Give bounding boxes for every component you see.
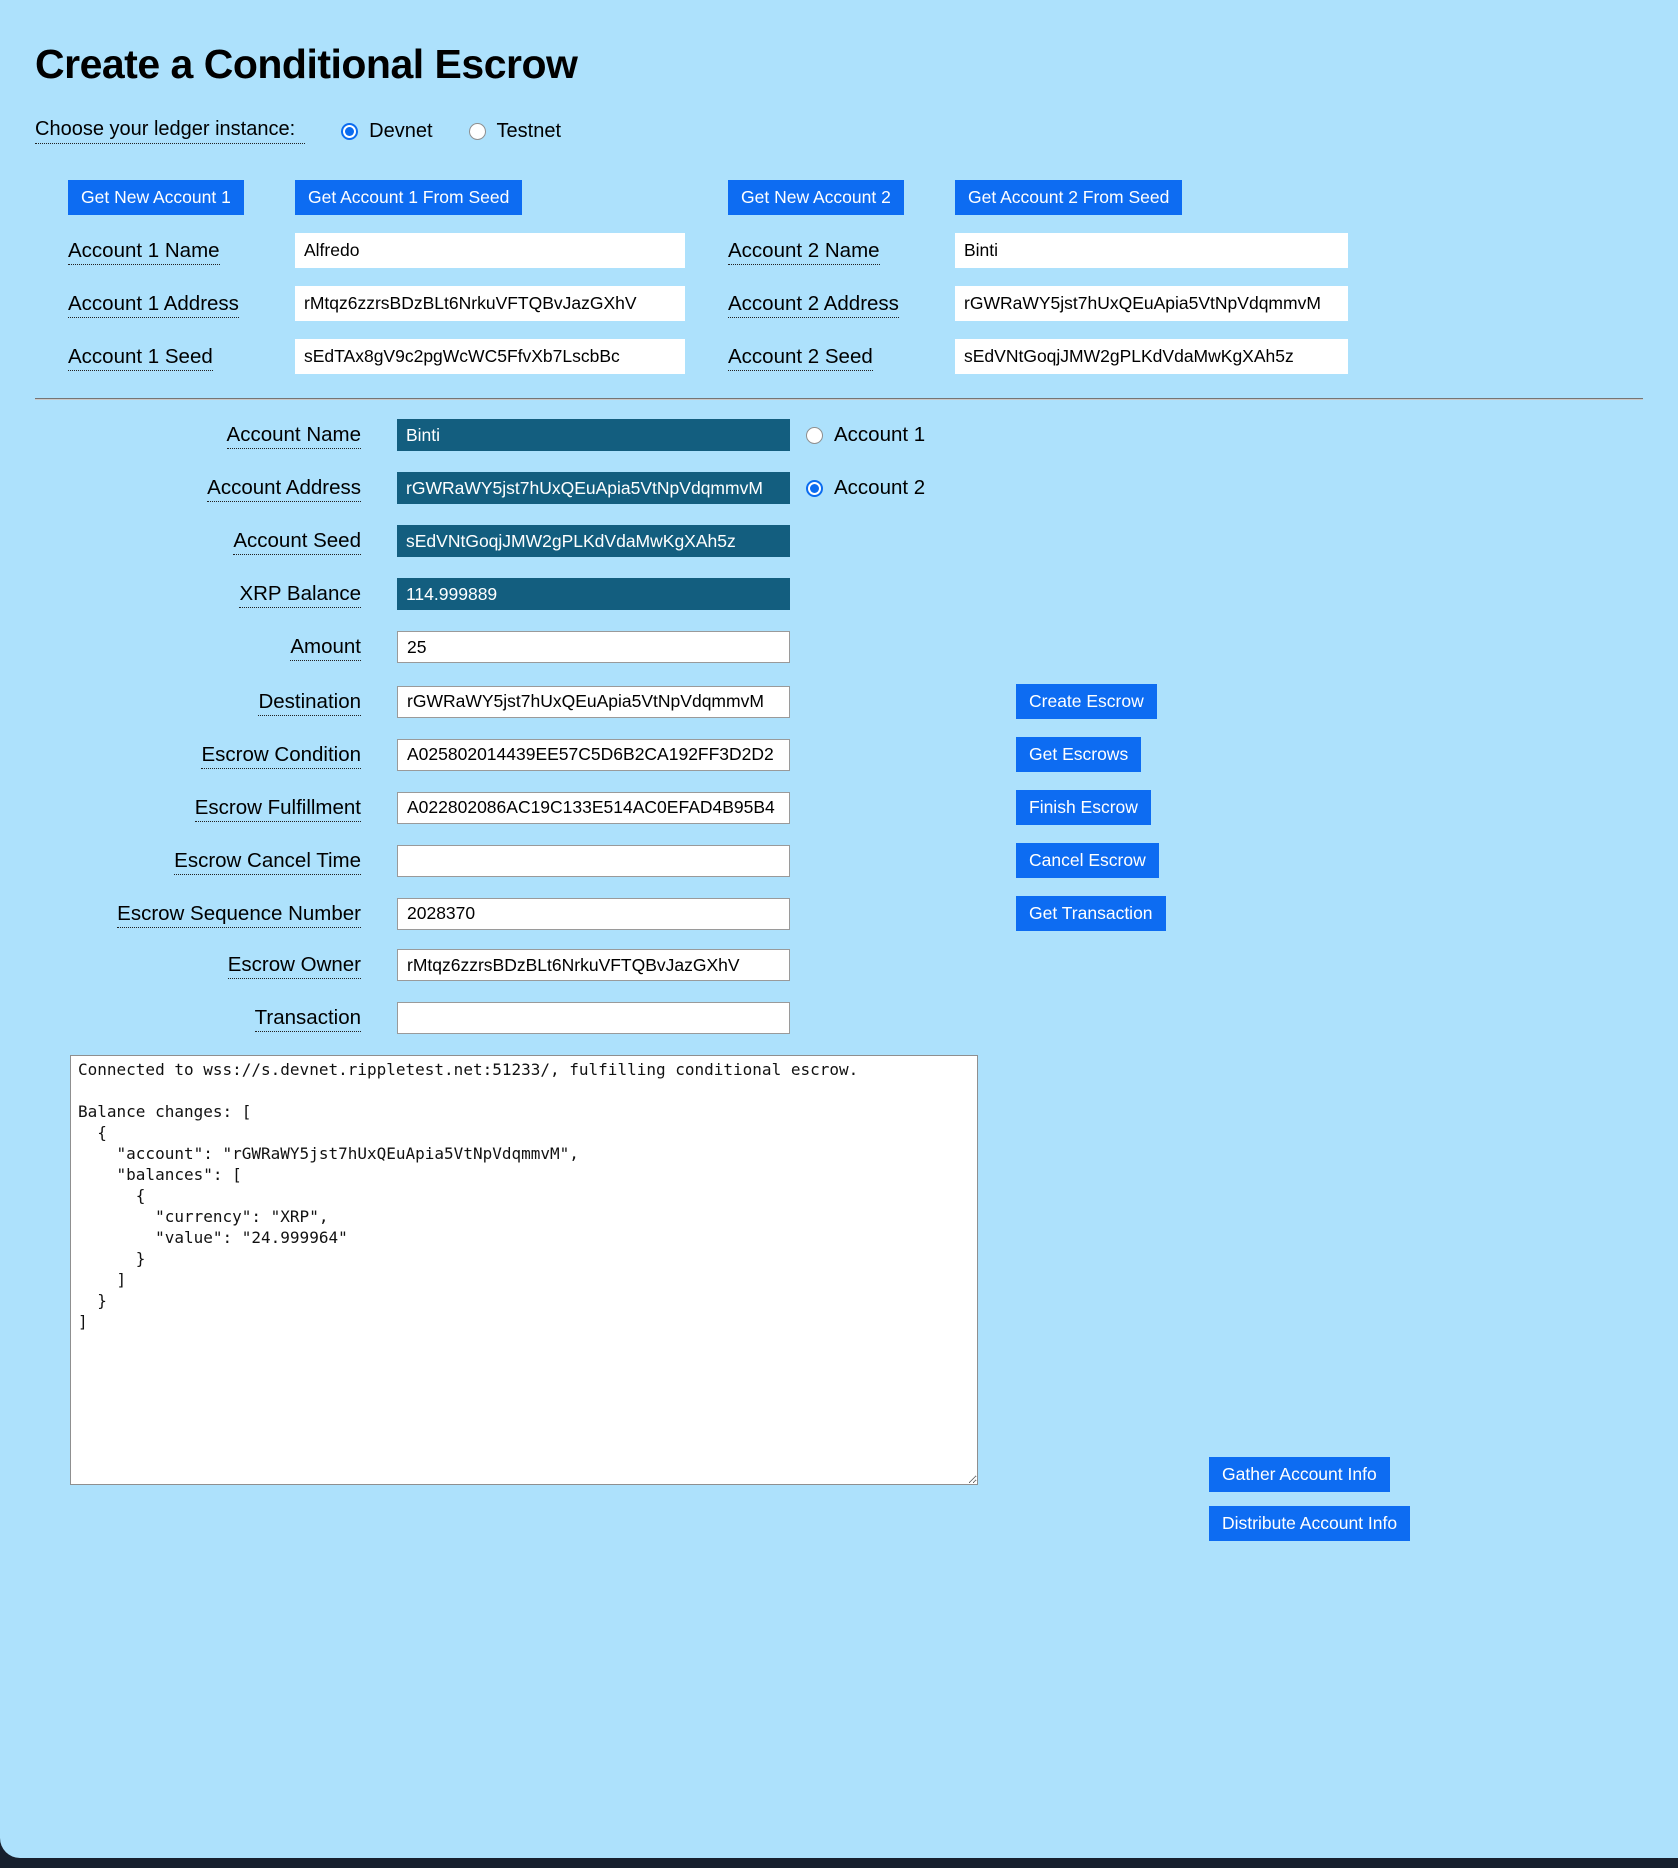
account-seed-field[interactable]: [397, 525, 790, 557]
ledger-instance-row: [35, 118, 1643, 144]
destination-label: Destination: [258, 690, 361, 716]
account-1-address-input[interactable]: [295, 286, 685, 321]
testnet-radio-option[interactable]: [469, 120, 561, 143]
escrow-sequence-number-input[interactable]: [397, 898, 790, 930]
get-new-account-1-button[interactable]: Get New Account 1: [68, 180, 244, 215]
ledger-instance-label: Choose your ledger instance:: [35, 118, 305, 144]
cancel-escrow-button[interactable]: Cancel Escrow: [1016, 843, 1159, 878]
get-transaction-button[interactable]: Get Transaction: [1016, 896, 1166, 931]
account-1-seed-label: Account 1 Seed: [68, 345, 213, 371]
distribute-account-info-button[interactable]: Distribute Account Info: [1209, 1506, 1410, 1541]
account-2-address-input[interactable]: [955, 286, 1348, 321]
destination-input[interactable]: [397, 686, 790, 718]
account-address-label: Account Address: [207, 476, 361, 502]
account-1-radio-icon[interactable]: [806, 427, 823, 444]
account-2-name-label: Account 2 Name: [728, 239, 880, 265]
account-1-radio-option[interactable]: [806, 423, 925, 447]
results-area: [70, 1055, 1643, 1533]
devnet-radio-label: Devnet: [369, 119, 433, 142]
account-1-seed-input[interactable]: [295, 339, 685, 374]
escrow-fulfillment-label: Escrow Fulfillment: [195, 796, 361, 822]
amount-input[interactable]: [397, 631, 790, 663]
escrow-condition-input[interactable]: [397, 739, 790, 771]
transaction-input[interactable]: [397, 1002, 790, 1034]
escrow-cancel-time-input[interactable]: [397, 845, 790, 877]
account-1-name-input[interactable]: [295, 233, 685, 268]
accounts-grid: [68, 180, 1643, 374]
account-2-seed-label: Account 2 Seed: [728, 345, 873, 371]
get-escrows-button[interactable]: Get Escrows: [1016, 737, 1141, 772]
page-title: Create a Conditional Escrow: [35, 41, 578, 87]
account-seed-label: Account Seed: [233, 529, 361, 555]
escrow-cancel-time-label: Escrow Cancel Time: [174, 849, 361, 875]
escrow-owner-label: Escrow Owner: [228, 953, 361, 979]
finish-escrow-button[interactable]: Finish Escrow: [1016, 790, 1151, 825]
escrow-fulfillment-input[interactable]: [397, 792, 790, 824]
get-new-account-2-button[interactable]: Get New Account 2: [728, 180, 904, 215]
section-divider: [35, 398, 1643, 400]
get-account-1-from-seed-button[interactable]: Get Account 1 From Seed: [295, 180, 522, 215]
account-2-name-input[interactable]: [955, 233, 1348, 268]
transaction-label: Transaction: [255, 1006, 361, 1032]
devnet-radio-option[interactable]: [341, 120, 432, 143]
account-2-radio-label: Account 2: [834, 476, 926, 499]
account-2-seed-input[interactable]: [955, 339, 1348, 374]
account-2-radio-icon[interactable]: [806, 480, 823, 497]
account-info-actions: [1209, 1457, 1410, 1541]
account-1-radio-label: Account 1: [834, 423, 926, 446]
amount-label: Amount: [290, 635, 361, 661]
testnet-radio-icon[interactable]: [469, 123, 486, 140]
escrow-sequence-number-label: Escrow Sequence Number: [117, 902, 361, 928]
gather-account-info-button[interactable]: Gather Account Info: [1209, 1457, 1390, 1492]
escrow-condition-label: Escrow Condition: [201, 743, 361, 769]
account-name-label: Account Name: [227, 423, 361, 449]
get-account-2-from-seed-button[interactable]: Get Account 2 From Seed: [955, 180, 1182, 215]
account-1-name-label: Account 1 Name: [68, 239, 220, 265]
account-1-address-label: Account 1 Address: [68, 292, 239, 318]
create-escrow-button[interactable]: Create Escrow: [1016, 684, 1157, 719]
result-output-textarea[interactable]: [70, 1055, 978, 1485]
window-bottom-edge: [0, 1858, 1678, 1868]
testnet-radio-label: Testnet: [496, 119, 562, 142]
account-2-address-label: Account 2 Address: [728, 292, 899, 318]
account-address-field[interactable]: [397, 472, 790, 504]
escrow-form: [35, 419, 1643, 1034]
account-2-radio-option[interactable]: [806, 476, 925, 500]
xrp-balance-label: XRP Balance: [239, 582, 361, 608]
account-name-field[interactable]: [397, 419, 790, 451]
devnet-radio-icon[interactable]: [341, 123, 358, 140]
escrow-owner-input[interactable]: [397, 949, 790, 981]
xrp-balance-field[interactable]: [397, 578, 790, 610]
